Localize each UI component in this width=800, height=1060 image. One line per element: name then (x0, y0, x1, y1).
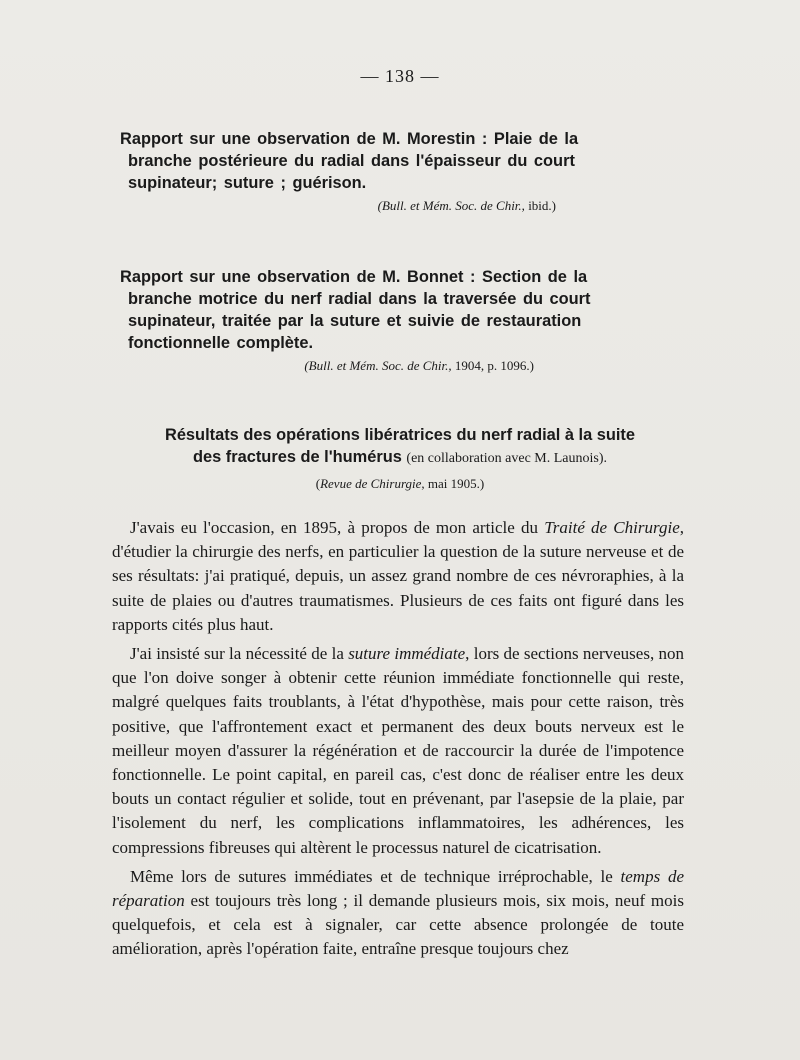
report-entry-morestin (120, 128, 684, 214)
title-line: supinateur, traitée par la suture et suivie de restauration (128, 312, 582, 330)
reference-open: ( (315, 476, 321, 491)
entry-reference (120, 198, 684, 214)
paragraph (112, 516, 684, 637)
text-run: J'avais eu l'occasion, en 1895, à propos de mon article du (130, 518, 545, 537)
section-heading-block (110, 424, 690, 492)
paragraph (112, 865, 684, 962)
text-run: Même lors de sutures immédiates et de technique irréprochable, le (130, 866, 621, 886)
title-line: supinateur; suture ; guérison. (128, 174, 367, 192)
entry-title (120, 128, 684, 194)
section-title-line: Résultats des opérations libératrices du nerf radial à la suite (164, 426, 636, 444)
report-entry-bonnet (120, 266, 684, 374)
body-text (112, 516, 684, 967)
title-line: branche postérieure du radial dans l'épaisseur du court (128, 152, 575, 170)
entry-title (120, 266, 684, 354)
page-number: — 138 — (360, 66, 440, 86)
italic-run: Traité de Chirurgie (544, 518, 680, 537)
section-title-line-2: des fractures de l'humérus (192, 448, 402, 466)
title-line: branche motrice du nerf radial dans la traversée du court (128, 290, 591, 308)
italic-run: temps de réparation (112, 866, 684, 911)
title-line: fonctionnelle complète. (128, 334, 314, 352)
collaboration-note: (en collaboration avec M. Launois). (406, 451, 607, 466)
text-run: , lors de sections nerveuses, non que l'on doive songer à obtenir cette réunion immédiate fonctionnelle qui reste, malgré quelques faits troublants, à l'état d'hypothèse, mais pour cette raison, très positive, que l'affrontement exact et permanent des deux bouts nerveux est le meilleur moyen d'assurer la régénération et de raccourcir la durée de l'impotence fonctionnelle. Le point capital, en pareil cas, c'est donc de réaliser entre les deux bouts un contact régulier et solide, tout en prévenant, par l'asepsie de la plaie, par l'isolement du nerf, les complications inflammatoires, les adhérences, les compressions fibreuses qui altèrent le processus naturel de cicatrisation. (112, 644, 684, 857)
reference-detail: , mai 1905.) (421, 476, 485, 491)
title-line: Rapport sur une observation de M. Morestin : Plaie de la (120, 130, 579, 148)
title-line: Rapport sur une observation de M. Bonnet : Section de la (120, 268, 588, 286)
reference-journal: Revue de Chirurgie (320, 476, 422, 491)
reference-detail: ibid.) (524, 198, 556, 213)
text-run: J'ai insisté sur la nécessité de la (130, 644, 349, 664)
text-run: est toujours très long ; il demande plusieurs mois, six mois, neuf mois quelquefois, et cela est à signaler, car cette absence prolongée de toute amélioration, après l'opération faite, entraîne presque toujours chez (112, 891, 684, 959)
reference-journal: (Bull. et Mém. Soc. de Chir., (377, 198, 525, 213)
italic-run: suture immédiate (348, 644, 466, 664)
paragraph (112, 642, 684, 860)
reference-journal: (Bull. et Mém. Soc. de Chir., (304, 358, 452, 373)
text-run: , d'étudier la chirurgie des nerfs, en particulier la question de la suture nerveuse et de ses résultats: j'ai pratiqué, depuis, un assez grand nombre de ces névroraphies, à la suite de plaies ou d'autres traumatismes. Plusieurs de ces faits ont figuré dans les rapports cités plus haut. (112, 518, 684, 634)
section-reference (110, 476, 690, 492)
reference-detail: 1904, p. 1096.) (451, 358, 534, 373)
section-title (110, 424, 690, 470)
section-title-line (110, 446, 690, 470)
entry-reference (120, 358, 684, 374)
